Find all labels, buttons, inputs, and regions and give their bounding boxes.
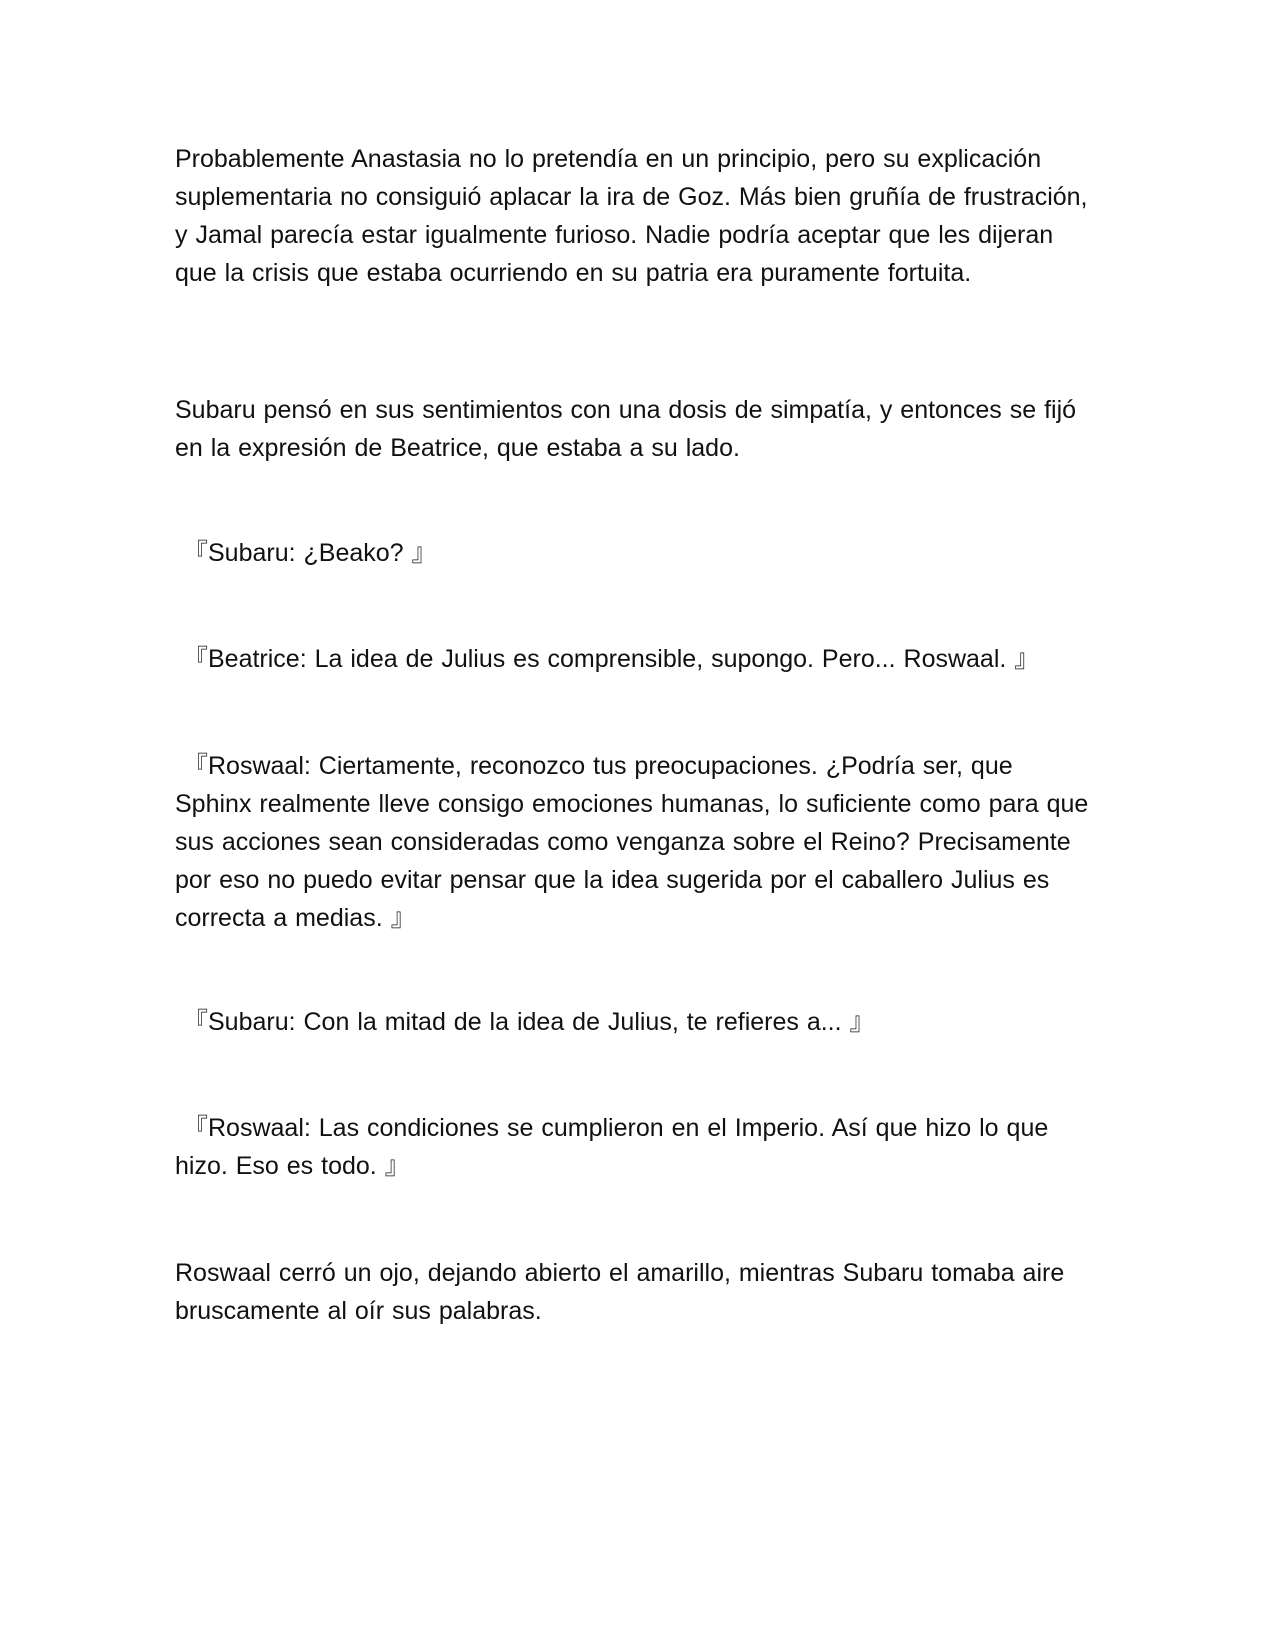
narration-paragraph-3: Roswaal cerró un ojo, dejando abierto el amarillo, mientras Subaru tomaba aire bruscamente al oír sus palabras.	[175, 1259, 1065, 1325]
dialogue-beatrice: 『Beatrice: La idea de Julius es comprensible, supongo. Pero... Roswaal. 』	[183, 645, 1040, 673]
dialogue-subaru-2: 『Subaru: Con la mitad de la idea de Julius, te refieres a... 』	[183, 1008, 875, 1036]
narration-paragraph-1: Probablemente Anastasia no lo pretendía en un principio, pero su explicación suplementaria no consiguió aplacar la ira de Goz. Más bien gruñía de frustración, y Jamal parecía estar igualmente furioso. Nadie podría aceptar que les dijeran que la crisis que estaba ocurriendo en su patria era puramente fortuita.	[175, 145, 1088, 287]
narration-paragraph-2: Subaru pensó en sus sentimientos con una dosis de simpatía, y entonces se fijó en la expresión de Beatrice, que estaba a su lado.	[175, 396, 1077, 462]
dialogue-roswaal-1: 『Roswaal: Ciertamente, reconozco tus preocupaciones. ¿Podría ser, que Sphinx realmente lleve consigo emociones humanas, lo suficiente como para que sus acciones sean consideradas como venganza sobre el Reino? Precisamente por eso no puedo evitar pensar que la idea sugerida por el caballero Julius es correcta a medias. 』	[175, 752, 1089, 932]
dialogue-subaru-1: 『Subaru: ¿Beako? 』	[183, 539, 437, 567]
dialogue-roswaal-2: 『Roswaal: Las condiciones se cumplieron en el Imperio. Así que hizo lo que hizo. Eso es todo. 』	[175, 1114, 1049, 1180]
